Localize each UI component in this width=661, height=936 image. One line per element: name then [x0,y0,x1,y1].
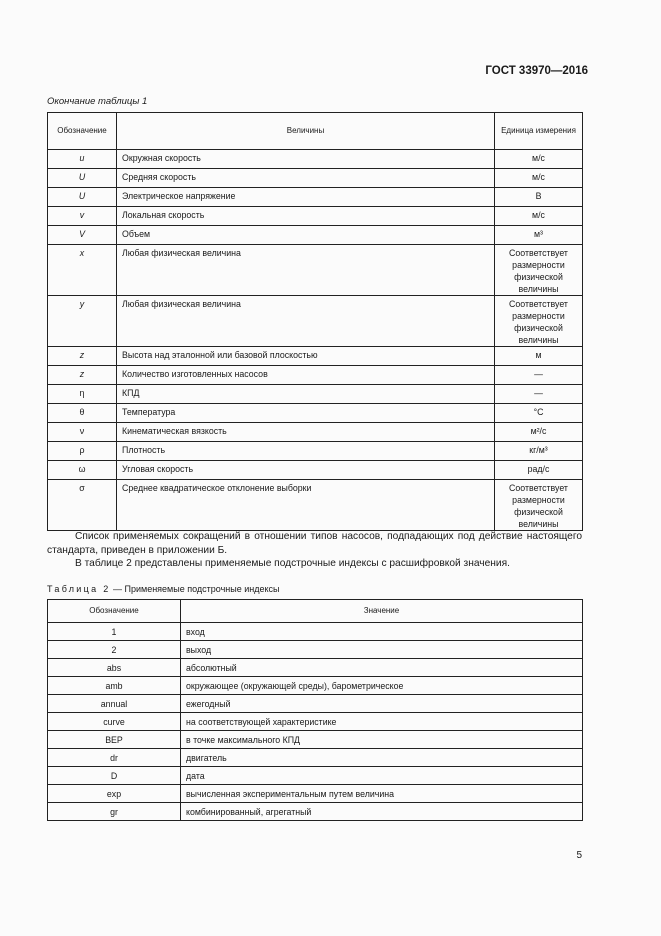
table1-header-quantity: Величины [117,113,495,150]
table1-row [48,150,583,169]
table1-cell-unit: м³ [495,226,583,245]
table2-row [48,767,583,785]
table2-cell-symbol: D [48,767,181,785]
table1-cell-symbol: η [48,385,117,404]
table2-subscripts [47,599,583,821]
table1-cell-symbol: U [48,169,117,188]
table1-cell-symbol: z [48,366,117,385]
table1-cell-quantity: Средняя скорость [117,169,495,188]
table1-cell-quantity: Окружная скорость [117,150,495,169]
table1-cell-symbol: ν [48,423,117,442]
table1-cell-quantity: Угловая скорость [117,461,495,480]
table2-row [48,677,583,695]
table1-row [48,461,583,480]
table1-cell-symbol: u [48,150,117,169]
table1-row [48,207,583,226]
table2-caption-text: — Применяемые подстрочные индексы [110,584,280,594]
table1-cell-symbol: ρ [48,442,117,461]
table1-cell-unit: Соответствует размерности физической величины [495,296,583,347]
table2-cell-symbol: abs [48,659,181,677]
page-number: 5 [576,850,582,861]
table2-cell-meaning: абсолютный [181,659,583,677]
table1-row [48,188,583,207]
table2-cell-symbol: gr [48,803,181,821]
table2-cell-symbol: amb [48,677,181,695]
table2-row [48,731,583,749]
table1-header-row [48,113,583,150]
table1-cell-quantity: Плотность [117,442,495,461]
table1-row [48,404,583,423]
table1-header-symbol: Обозначение [48,113,117,150]
table1-cell-quantity: Локальная скорость [117,207,495,226]
table1-cell-quantity: Любая физическая величина [117,245,495,296]
table2-cell-meaning: ежегодный [181,695,583,713]
table1-cell-quantity: Количество изготовленных насосов [117,366,495,385]
table1-cell-symbol: θ [48,404,117,423]
table1-row [48,480,583,531]
table2-cell-symbol: 2 [48,641,181,659]
table1-cell-unit: — [495,385,583,404]
table1-cell-unit: рад/с [495,461,583,480]
table1-row [48,423,583,442]
table1-cell-unit: м/с [495,150,583,169]
table2-caption-label: Таблица 2 [47,584,111,594]
table1-row [48,366,583,385]
table2-row [48,749,583,767]
table1-row [48,442,583,461]
table1-cell-symbol: v [48,207,117,226]
table2-cell-meaning: комбинированный, агрегатный [181,803,583,821]
table1-cell-unit: Соответствует размерности физической величины [495,245,583,296]
table1-cell-quantity: Высота над эталонной или базовой плоскостью [117,347,495,366]
table1-cell-quantity: Среднее квадратическое отклонение выборки [117,480,495,531]
table2-cell-meaning: окружающее (окружающей среды), барометрическое [181,677,583,695]
table1-cell-quantity: Объем [117,226,495,245]
table2-cell-meaning: двигатель [181,749,583,767]
table2-cell-symbol: exp [48,785,181,803]
table1-row [48,169,583,188]
table1-cell-unit: м²/с [495,423,583,442]
table1-cell-symbol: U [48,188,117,207]
table2-cell-meaning: вход [181,623,583,641]
paragraph-abbreviations: Список применяемых сокращений в отношении типов насосов, подпадающих под действие настоящего стандарта, приведен в приложении Б. [47,531,582,556]
table2-row [48,659,583,677]
table1-caption: Окончание таблицы 1 [47,96,148,107]
table1-row [48,385,583,404]
table2-cell-meaning: вычисленная экспериментальным путем величина [181,785,583,803]
table1-row [48,347,583,366]
table2-caption [47,584,279,594]
table2-row [48,713,583,731]
table2-cell-symbol: annual [48,695,181,713]
table2-header-meaning: Значение [181,600,583,623]
table1-cell-symbol: x [48,245,117,296]
table2-cell-meaning: выход [181,641,583,659]
table1-cell-unit: кг/м³ [495,442,583,461]
table1-cell-unit: Соответствует размерности физической величины [495,480,583,531]
table1-cell-quantity: Любая физическая величина [117,296,495,347]
table2-row [48,785,583,803]
paragraph-table2-intro: В таблице 2 представлены применяемые подстрочные индексы с расшифровкой значения. [75,558,510,569]
table1-quantities [47,112,583,531]
table1-cell-quantity: Температура [117,404,495,423]
table1-cell-symbol: V [48,226,117,245]
table2-row [48,623,583,641]
table2-cell-symbol: 1 [48,623,181,641]
table1-cell-unit: °С [495,404,583,423]
table2-cell-meaning: в точке максимального КПД [181,731,583,749]
table1-cell-unit: В [495,188,583,207]
document-standard-number: ГОСТ 33970—2016 [485,65,588,77]
table1-row [48,296,583,347]
table2-row [48,695,583,713]
table2-row [48,803,583,821]
table1-cell-quantity: Электрическое напряжение [117,188,495,207]
table2-cell-symbol: dr [48,749,181,767]
table2-cell-meaning: дата [181,767,583,785]
table1-cell-symbol: σ [48,480,117,531]
table1-cell-quantity: Кинематическая вязкость [117,423,495,442]
table2-cell-meaning: на соответствующей характеристике [181,713,583,731]
table2-header-symbol: Обозначение [48,600,181,623]
table1-cell-unit: — [495,366,583,385]
table1-cell-unit: м/с [495,169,583,188]
table1-cell-symbol: z [48,347,117,366]
table1-cell-symbol: y [48,296,117,347]
table2-cell-symbol: BEP [48,731,181,749]
table1-cell-quantity: КПД [117,385,495,404]
table2-row [48,641,583,659]
table2-cell-symbol: curve [48,713,181,731]
table1-header-unit: Единица измерения [495,113,583,150]
table1-cell-unit: м/с [495,207,583,226]
table1-row [48,245,583,296]
table1-row [48,226,583,245]
table1-cell-unit: м [495,347,583,366]
table2-header-row [48,600,583,623]
table1-cell-symbol: ω [48,461,117,480]
